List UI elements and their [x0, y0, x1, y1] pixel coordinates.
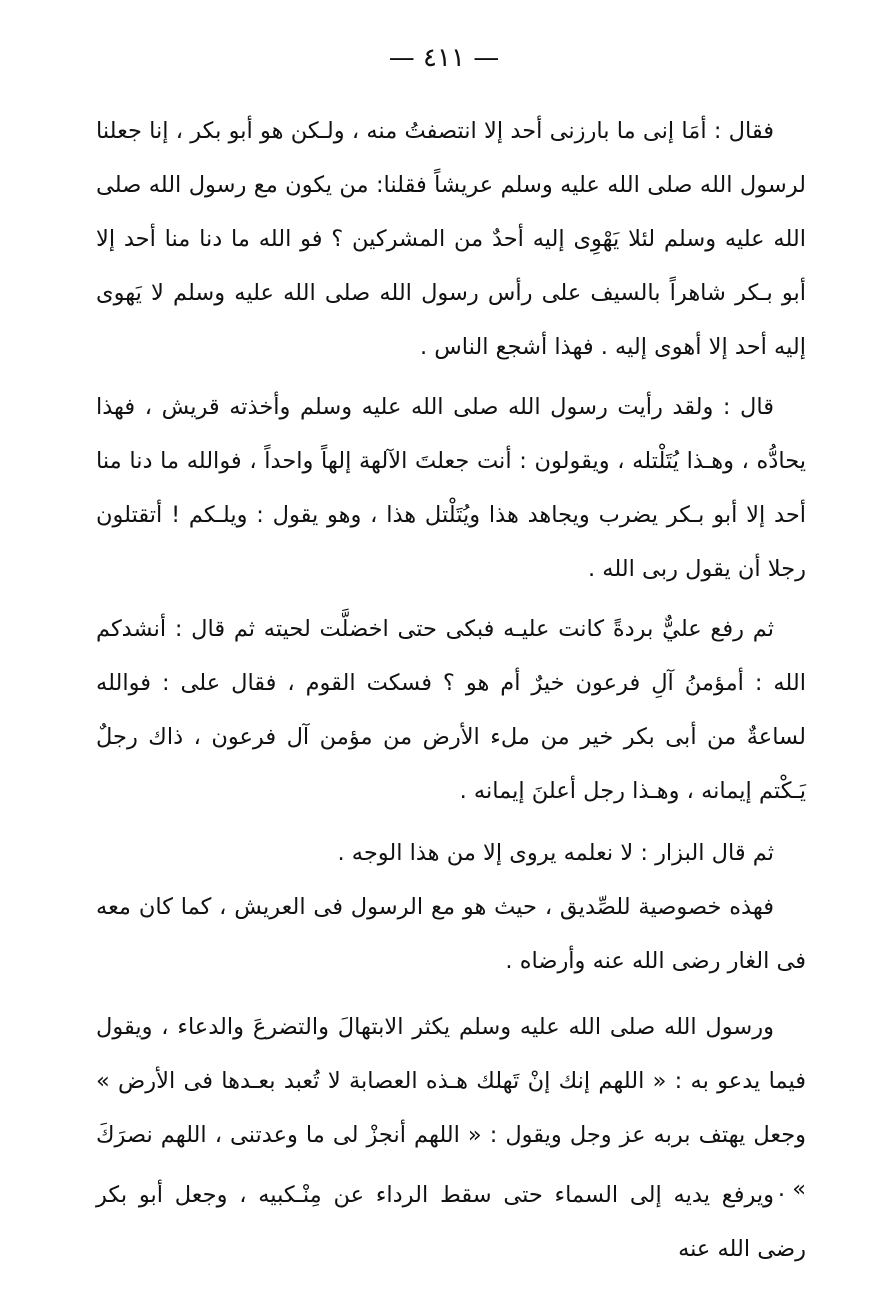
- page-number: — ٤١١ —: [388, 43, 500, 73]
- paragraph-4: ثم قال البزار : لا نعلمه يروى إلا من هذا الوجه .: [337, 840, 774, 866]
- paragraph-2: قال : ولقد رأيت رسول الله صلى الله عليه وسلم وأخذته قريش ، فهذا يحادُّه ، وهـذا يُتَلْتله ، ويقولون : أنت جعلتَ الآلهة إلهاً واحداً ، فوالله ما دنا منا أحد إلا أبو بـكر يضرب ويجاهد هذا ويُتَلْتل هذا ، وهو يقول : ويلـكم ! أتقتلون رجلا أن يقول ربى الله .: [96, 394, 806, 582]
- paragraph-7: ويرفع يديه إلى السماء حتى سقط الرداء عن مِنْـكبيه ، وجعل أبو بكر رضى الله عنه: [96, 1182, 806, 1262]
- paragraph-1: فقال : أمَا إنى ما بارزنى أحد إلا انتصفتُ منه ، ولـكن هو أبو بكر ، إنا جعلنا لرسول الله صلى الله عليه وسلم عريشاً فقلنا: من يكون مع رسول الله صلى الله عليه وسلم لئلا يَهْوِى إليه أحدٌ من المشركين ؟ فو الله ما دنا منا أحد إلا أبو بـكر شاهراً بالسيف على رأس رسول الله صلى الله عليه وسلم لا يَهوى إليه أحد إلا أهوى إليه . فهذا أشجع الناس .: [96, 118, 806, 360]
- paragraph-6: ورسول الله صلى الله عليه وسلم يكثر الابتهالَ والتضرعَ والدعاء ، ويقول فيما يدعو به : « اللهم إنك إنْ تَهلك هـذه العصابة لا تُعبد بعـدها فى الأرض » وجعل يهتف بربه عز وجل ويقول : « اللهم أنجزْ لى ما وعدتنى ، اللهم نصرَكَ » .: [96, 1014, 806, 1202]
- paragraph-5: فهذه خصوصية للصِّديق ، حيث هو مع الرسول فى العريش ، كما كان معه فى الغار رضى الله عنه وأرضاه .: [96, 894, 806, 974]
- paragraph-3: ثم رفع عليٌّ بردةً كانت عليـه فبكى حتى اخضلَّت لحيته ثم قال : أنشدكم الله : أمؤمنُ آلِ فرعون خيرٌ أم هو ؟ فسكت القوم ، فقال على : فوالله لساعةٌ من أبى بكر خير من ملء الأرض من مؤمن آل فرعون ، ذاك رجلٌ يَـكْتم إيمانه ، وهـذا رجل أعلنَ إيمانه .: [96, 616, 806, 804]
